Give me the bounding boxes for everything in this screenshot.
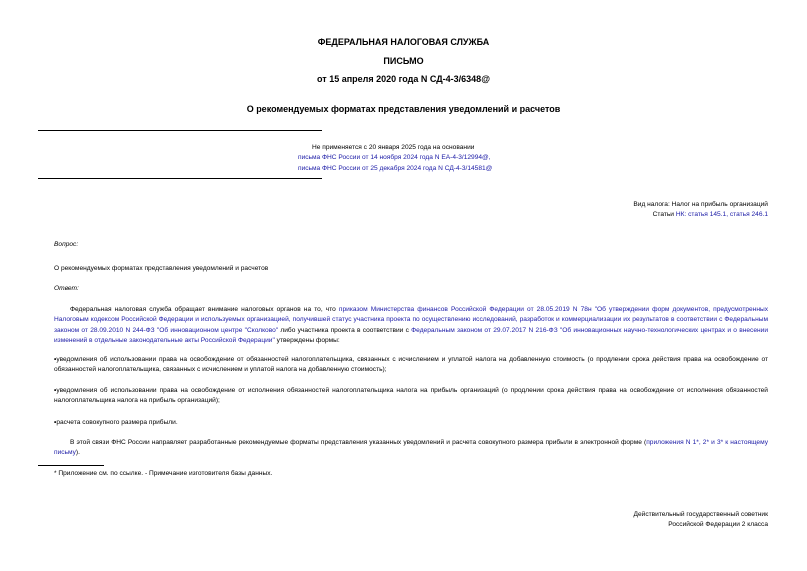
footnote-divider: [38, 465, 104, 466]
p1-link-law[interactable]: Федеральным законом от 29.07.2017 N 216-ФЗ "Об инновационных научно-технологических центрах и о внесении изменений в отдельные законодательные акты Российской Федерации": [54, 326, 769, 345]
status-link-1[interactable]: письма ФНС России от 14 ноября 2024 года N ЕА-4-3/12994@,: [298, 154, 491, 162]
articles-link[interactable]: НК: статья 145.1, статья 246.1: [675, 211, 768, 219]
bullet-3-text: расчета совокупного размера прибыли.: [56, 419, 178, 426]
articles-prefix: Статьи: [652, 211, 676, 219]
signature-block: [368, 510, 768, 531]
tax-type: Вид налога: Налог на прибыль организаций: [633, 201, 768, 208]
question-label: Вопрос:: [54, 241, 79, 248]
p1-text-a: Федеральная налоговая служба обращает внимание налоговых органов на то, что: [70, 306, 339, 313]
agency-name: ФЕДЕРАЛЬНАЯ НАЛОГОВАЯ СЛУЖБА: [317, 37, 490, 47]
bullet-1-text: уведомления об использовании права на освобождение от обязанностей налогоплательщика, связанных с исчислением и уплатой налога на добавленную стоимость (о продлении срока действия права на освобождение от обязанностей налогоплательщика, связанных с исчислением и уплатой налога на добавленную стоимость);: [54, 356, 768, 374]
articles-line: [368, 210, 768, 220]
list-item: [54, 386, 768, 407]
body-paragraph-1: [54, 305, 768, 347]
document-title: О рекомендуемых форматах представления уведомлений и расчетов: [246, 104, 561, 114]
bullet-icon: •: [54, 387, 57, 394]
signature-line-1: Действительный государственный советник: [633, 511, 768, 518]
question-text: О рекомендуемых форматах представления уведомлений и расчетов: [54, 265, 269, 272]
p1-text-b: либо участника проекта в соответствии с: [278, 326, 412, 334]
divider-bottom: [38, 178, 322, 179]
bullet-icon: •: [54, 356, 57, 363]
answer-label: Ответ:: [54, 285, 79, 292]
p1-text-c: утверждены формы:: [274, 337, 340, 345]
body-paragraph-2: [54, 438, 768, 459]
p2-link-appendix[interactable]: приложения N 1*, 2* и 3* к настоящему письму: [54, 439, 768, 457]
p1-link-order[interactable]: приказом Министерства финансов Российской Федерации от 28.05.2019 N 78н "Об утверждении форм документов, предусмотренных Налоговым кодексом Российской Федерации и используемых организацией, получившей статус участника проекта по осуществлению исследований, разработок и коммерциализации их результатов в соответствии с Федеральным законом от 28.09.2010 N 244-ФЗ "Об инновационном центре "Сколково": [54, 306, 768, 334]
p2-text-a: В этой связи ФНС России направляет разработанные рекомендуемые форматы представления указанных уведомлений и расчета совокупного размера прибыли в электронной форме (: [70, 439, 647, 446]
list-item: [54, 355, 768, 376]
p2-text-b: ).: [75, 449, 80, 457]
status-link-2[interactable]: письма ФНС России от 25 декабря 2024 года N СД-4-3/14581@: [298, 164, 493, 172]
divider-top: [38, 130, 322, 131]
status-block: [298, 143, 610, 174]
bullet-icon: •: [54, 419, 57, 426]
document-type: ПИСЬМО: [383, 56, 424, 66]
list-item: [54, 418, 768, 428]
bullet-2-text: уведомления об использовании права на освобождение от исполнения обязанностей налогоплательщика налога на прибыль организаций (о продлении срока действия права на освобождение от исполнения обязанностей налогоплательщика налога на прибыль организаций);: [54, 387, 768, 405]
meta-block: [368, 200, 768, 221]
signature-line-2: Российской Федерации 2 класса: [668, 521, 768, 529]
document-date: от 15 апреля 2020 года N СД-4-3/6348@: [317, 74, 490, 84]
footnote: * Приложение см. по ссылке. - Примечание изготовителя базы данных.: [54, 470, 273, 477]
status-text: Не применяется с 20 января 2025 года на основании: [312, 144, 475, 151]
